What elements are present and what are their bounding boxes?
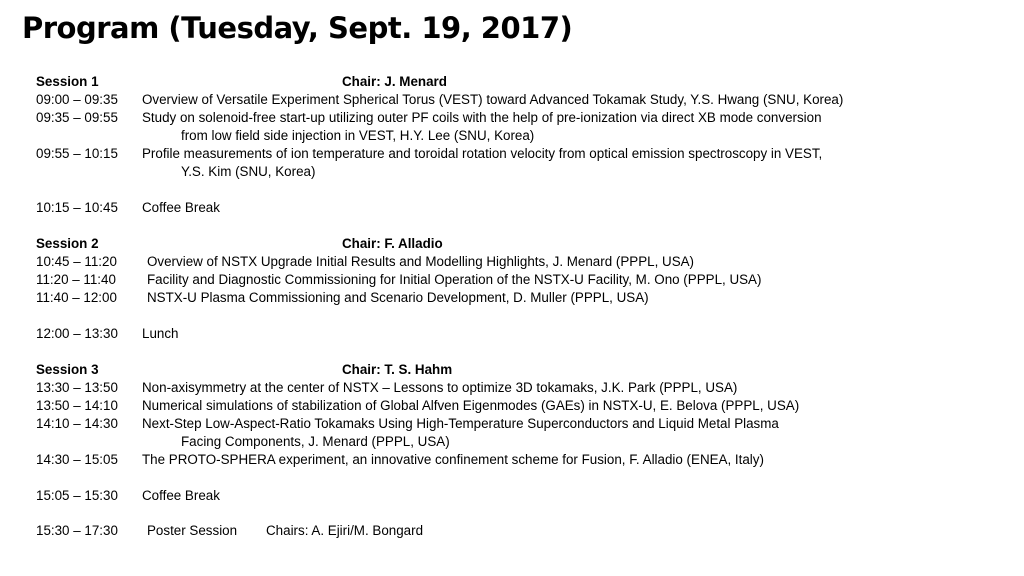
session-label: Session 3 [36,362,99,377]
item-description: Coffee Break [142,200,220,215]
session-chair: Chair: T. S. Hahm [342,362,453,377]
item-description: Non-axisymmetry at the center of NSTX – Lessons to optimize 3D tokamaks, J.K. Park (PPPL, USA) [142,380,738,395]
page-title: Program (Tuesday, Sept. 19, 2017) [22,11,573,45]
item-time: 13:30 – 13:50 [36,380,118,395]
item-time: 09:00 – 09:35 [36,92,118,107]
item-description: Lunch [142,326,179,341]
item-description: Numerical simulations of stabilization of Global Alfven Eigenmodes (GAEs) in NSTX-U, E. Belova (PPPL, USA) [142,398,800,413]
item-description: Overview of Versatile Experiment Spherical Torus (VEST) toward Advanced Tokamak Study, Y.S. Hwang (SNU, Korea) [142,92,844,107]
item-description: Study on solenoid-free start-up utilizing outer PF coils with the help of pre-ionization via direct XB mode conversion [142,110,822,125]
item-description: Profile measurements of ion temperature and toroidal rotation velocity from optical emission spectroscopy in VEST, [142,146,823,161]
item-description: Overview of NSTX Upgrade Initial Results and Modelling Highlights, J. Menard (PPPL, USA) [147,254,695,269]
session-chair: Chair: J. Menard [342,74,447,89]
item-time: 15:30 – 17:30 [36,523,118,538]
item-time: 14:10 – 14:30 [36,416,118,431]
item-description-continued: Y.S. Kim (SNU, Korea) [181,164,316,179]
session-chair: Chair: F. Alladio [342,236,443,251]
item-time: 10:45 – 11:20 [36,254,117,269]
item-time: 09:35 – 09:55 [36,110,118,125]
item-time: 11:20 – 11:40 [36,272,116,287]
item-time: 14:30 – 15:05 [36,452,118,467]
poster-chairs: Chairs: A. Ejiri/M. Bongard [266,523,424,538]
item-time: 12:00 – 13:30 [36,326,118,341]
item-time: 10:15 – 10:45 [36,200,118,215]
session-label: Session 2 [36,236,99,251]
item-description: Coffee Break [142,488,220,503]
item-time: 13:50 – 14:10 [36,398,118,413]
item-description-continued: from low field side injection in VEST, H.Y. Lee (SNU, Korea) [181,128,535,143]
item-time: 15:05 – 15:30 [36,488,118,503]
item-description: NSTX-U Plasma Commissioning and Scenario Development, D. Muller (PPPL, USA) [147,290,649,305]
item-time: 09:55 – 10:15 [36,146,118,161]
item-time: 11:40 – 12:00 [36,290,117,305]
item-description: Next-Step Low-Aspect-Ratio Tokamaks Using High-Temperature Superconductors and Liquid Metal Plasma [142,416,779,431]
item-description: Poster Session [147,523,238,538]
item-description: The PROTO-SPHERA experiment, an innovative confinement scheme for Fusion, F. Alladio (ENEA, Italy) [142,452,764,467]
item-description-continued: Facing Components, J. Menard (PPPL, USA) [181,434,450,449]
item-description: Facility and Diagnostic Commissioning for Initial Operation of the NSTX-U Facility, M. Ono (PPPL, USA) [147,272,762,287]
session-label: Session 1 [36,74,99,89]
